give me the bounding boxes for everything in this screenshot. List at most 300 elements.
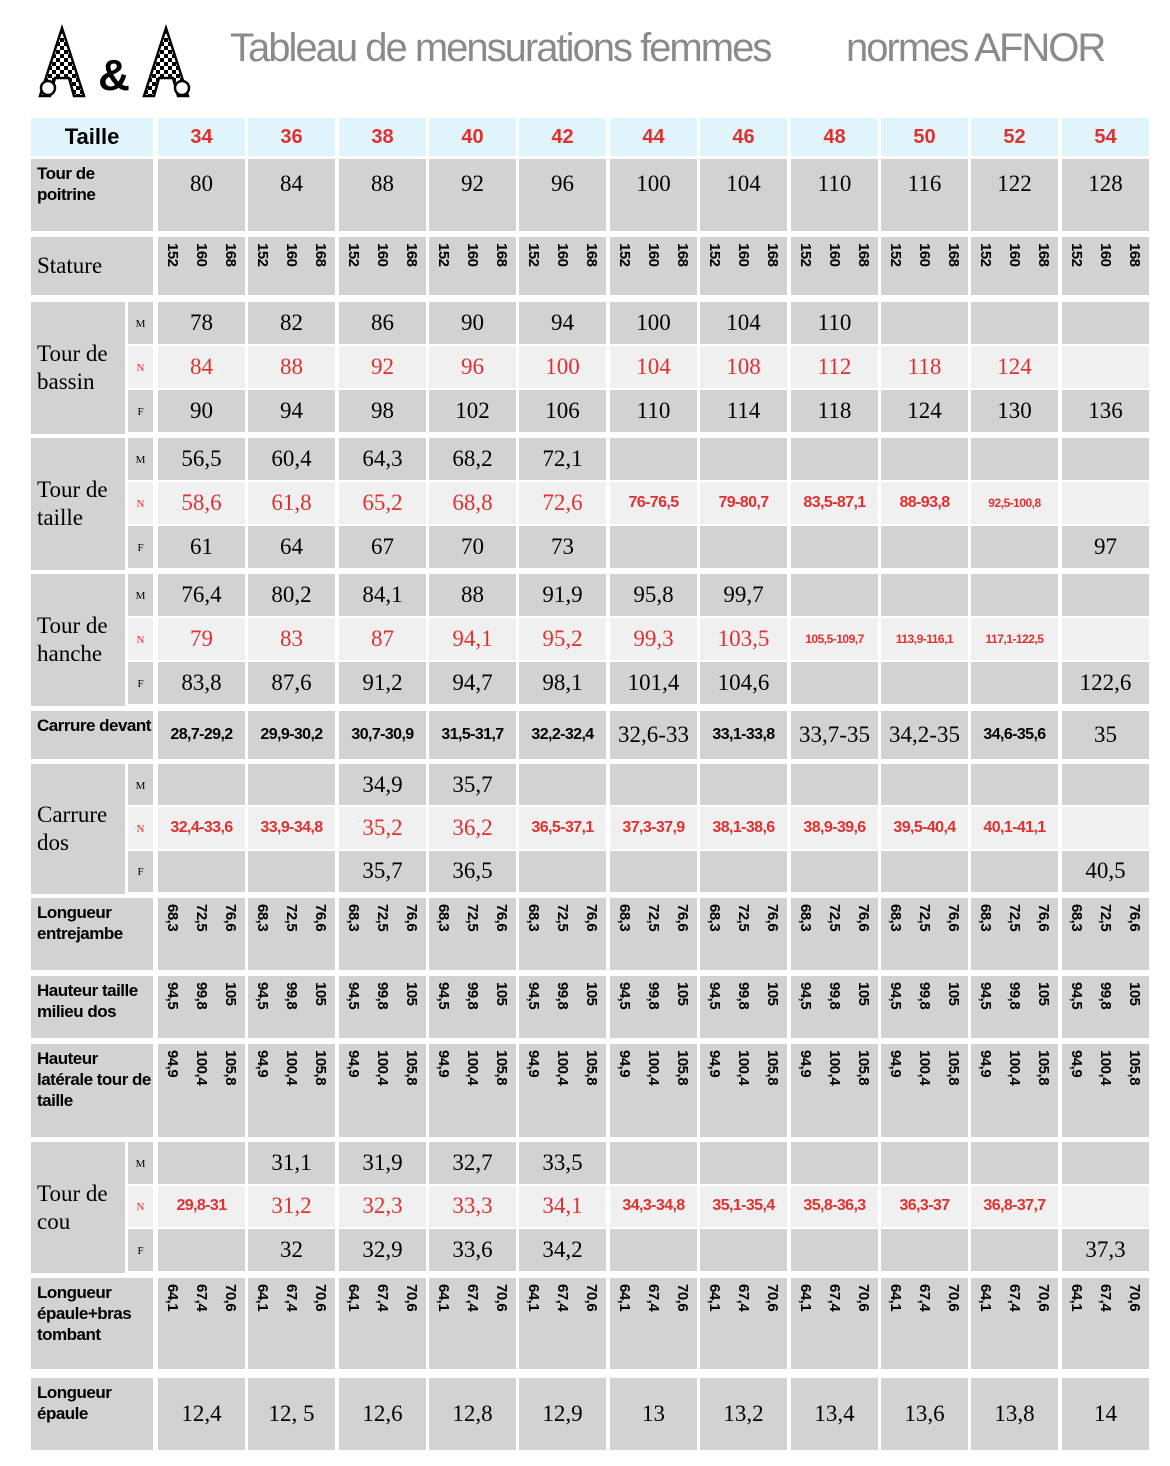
table-cell: 88 bbox=[248, 346, 335, 388]
table-cell: 82 bbox=[248, 302, 335, 344]
stature-group bbox=[519, 1278, 606, 1369]
row-label: Stature bbox=[31, 237, 153, 295]
vertical-value: 67,4 bbox=[735, 1284, 752, 1312]
size-header-44: 44 bbox=[610, 118, 697, 156]
table-cell: 92 bbox=[429, 159, 516, 231]
vertical-value: 68,3 bbox=[164, 904, 181, 932]
vertical-value: 168 bbox=[312, 243, 329, 267]
stature-group bbox=[881, 237, 968, 295]
vertical-value: 94,5 bbox=[525, 982, 542, 1010]
stature-group bbox=[610, 898, 697, 970]
table-cell: 84 bbox=[158, 346, 245, 388]
row-label: Hauteur latérale tour de taille bbox=[31, 1044, 153, 1137]
table-cell: 78 bbox=[158, 302, 245, 344]
table-cell bbox=[881, 526, 968, 568]
table-cell: 100 bbox=[610, 159, 697, 231]
table-cell: 32 bbox=[248, 1229, 335, 1271]
table-cell: 37,3 bbox=[1062, 1229, 1149, 1271]
table-cell: 128 bbox=[1062, 159, 1149, 231]
table-cell bbox=[791, 764, 878, 805]
table-cell: 35,1-35,4 bbox=[700, 1186, 787, 1228]
vertical-value: 100,4 bbox=[645, 1050, 662, 1086]
table-cell: 12, 5 bbox=[248, 1378, 335, 1450]
table-cell: 35,2 bbox=[339, 807, 426, 848]
vertical-value: 105 bbox=[1035, 982, 1052, 1006]
stature-group bbox=[791, 237, 878, 295]
table-cell: 30,7-30,9 bbox=[339, 711, 426, 759]
vertical-value: 94,9 bbox=[977, 1050, 994, 1078]
table-cell: 103,5 bbox=[700, 618, 787, 660]
stature-group bbox=[248, 976, 335, 1038]
vertical-value: 68,3 bbox=[254, 904, 271, 932]
table-cell: 39,5-40,4 bbox=[881, 807, 968, 848]
table-cell: 36,8-37,7 bbox=[971, 1186, 1058, 1228]
vertical-value: 152 bbox=[1068, 243, 1085, 267]
table-cell: 117,1-122,5 bbox=[971, 618, 1058, 660]
table-cell bbox=[610, 438, 697, 480]
vertical-value: 94,5 bbox=[797, 982, 814, 1010]
vertical-value: 76,6 bbox=[493, 904, 510, 932]
table-cell: 72,6 bbox=[519, 482, 606, 524]
table-cell: 35,8-36,3 bbox=[791, 1186, 878, 1228]
table-cell: 32,9 bbox=[339, 1229, 426, 1271]
table-cell: 83,8 bbox=[158, 662, 245, 704]
stature-group bbox=[248, 237, 335, 295]
table-cell: 94 bbox=[519, 302, 606, 344]
table-cell: 83,5-87,1 bbox=[791, 482, 878, 524]
vertical-value: 94,5 bbox=[435, 982, 452, 1010]
table-cell: 64 bbox=[248, 526, 335, 568]
table-cell bbox=[1062, 764, 1149, 805]
table-cell: 96 bbox=[519, 159, 606, 231]
vertical-value: 100,4 bbox=[826, 1050, 843, 1086]
table-cell: 97 bbox=[1062, 526, 1149, 568]
table-cell: 33,3 bbox=[429, 1186, 516, 1228]
stature-group bbox=[700, 237, 787, 295]
vertical-value: 76,6 bbox=[1126, 904, 1143, 932]
table-cell: 65,2 bbox=[339, 482, 426, 524]
vertical-value: 99,8 bbox=[193, 982, 210, 1010]
vertical-value: 94,9 bbox=[164, 1050, 181, 1078]
vertical-value: 94,9 bbox=[616, 1050, 633, 1078]
vertical-value: 160 bbox=[916, 243, 933, 267]
stature-group bbox=[429, 976, 516, 1038]
table-cell: 102 bbox=[429, 390, 516, 432]
table-cell: 40,1-41,1 bbox=[971, 807, 1058, 848]
size-header-label: Taille bbox=[31, 118, 153, 156]
vertical-value: 152 bbox=[345, 243, 362, 267]
sub-row-marker-f: F bbox=[128, 526, 153, 568]
table-cell: 58,6 bbox=[158, 482, 245, 524]
vertical-value: 160 bbox=[645, 243, 662, 267]
table-cell: 87 bbox=[339, 618, 426, 660]
table-cell bbox=[971, 574, 1058, 616]
vertical-value: 94,5 bbox=[977, 982, 994, 1010]
page-subtitle: normes AFNOR bbox=[846, 26, 1105, 70]
vertical-value: 105,8 bbox=[945, 1050, 962, 1086]
table-cell: 28,7-29,2 bbox=[158, 711, 245, 759]
stature-group bbox=[158, 1278, 245, 1369]
vertical-value: 64,1 bbox=[706, 1284, 723, 1312]
stature-group bbox=[158, 898, 245, 970]
table-cell: 36,3-37 bbox=[881, 1186, 968, 1228]
vertical-value: 64,1 bbox=[616, 1284, 633, 1312]
table-cell: 88 bbox=[339, 159, 426, 231]
table-cell: 94,7 bbox=[429, 662, 516, 704]
table-cell bbox=[791, 1229, 878, 1271]
table-cell: 94 bbox=[248, 390, 335, 432]
table-cell: 32,4-33,6 bbox=[158, 807, 245, 848]
stature-group bbox=[519, 237, 606, 295]
table-cell: 80 bbox=[158, 159, 245, 231]
table-cell: 37,3-37,9 bbox=[610, 807, 697, 848]
table-cell: 90 bbox=[429, 302, 516, 344]
size-header-42: 42 bbox=[519, 118, 606, 156]
table-cell bbox=[791, 438, 878, 480]
vertical-value: 64,1 bbox=[435, 1284, 452, 1312]
stature-group bbox=[971, 237, 1058, 295]
table-cell: 33,5 bbox=[519, 1142, 606, 1184]
vertical-value: 70,6 bbox=[764, 1284, 781, 1312]
table-cell: 88-93,8 bbox=[881, 482, 968, 524]
vertical-value: 68,3 bbox=[977, 904, 994, 932]
vertical-value: 68,3 bbox=[345, 904, 362, 932]
vertical-value: 70,6 bbox=[1126, 1284, 1143, 1312]
sub-row-marker-m: M bbox=[128, 1142, 153, 1184]
vertical-value: 152 bbox=[164, 243, 181, 267]
table-cell bbox=[971, 1229, 1058, 1271]
stature-group bbox=[700, 976, 787, 1038]
vertical-value: 68,3 bbox=[797, 904, 814, 932]
stature-group bbox=[1062, 898, 1149, 970]
table-cell: 60,4 bbox=[248, 438, 335, 480]
vertical-value: 105 bbox=[493, 982, 510, 1006]
vertical-value: 67,4 bbox=[554, 1284, 571, 1312]
table-cell bbox=[881, 851, 968, 892]
table-cell: 34,3-34,8 bbox=[610, 1186, 697, 1228]
vertical-value: 76,6 bbox=[222, 904, 239, 932]
vertical-value: 105 bbox=[403, 982, 420, 1006]
vertical-value: 94,9 bbox=[254, 1050, 271, 1078]
table-cell: 31,2 bbox=[248, 1186, 335, 1228]
vertical-value: 72,5 bbox=[1097, 904, 1114, 932]
vertical-value: 105,8 bbox=[764, 1050, 781, 1086]
table-cell: 64,3 bbox=[339, 438, 426, 480]
table-cell: 14 bbox=[1062, 1378, 1149, 1450]
stature-group bbox=[610, 1278, 697, 1369]
vertical-value: 99,8 bbox=[826, 982, 843, 1010]
logo bbox=[36, 22, 192, 100]
table-cell: 13,8 bbox=[971, 1378, 1058, 1450]
vertical-value: 105,8 bbox=[403, 1050, 420, 1086]
vertical-value: 70,6 bbox=[222, 1284, 239, 1312]
vertical-value: 94,9 bbox=[525, 1050, 542, 1078]
vertical-value: 100,4 bbox=[735, 1050, 752, 1086]
vertical-value: 67,4 bbox=[1097, 1284, 1114, 1312]
vertical-value: 68,3 bbox=[525, 904, 542, 932]
table-cell bbox=[1062, 346, 1149, 388]
table-cell bbox=[158, 1229, 245, 1271]
vertical-value: 72,5 bbox=[464, 904, 481, 932]
vertical-value: 64,1 bbox=[345, 1284, 362, 1312]
vertical-value: 68,3 bbox=[616, 904, 633, 932]
table-cell: 35,7 bbox=[429, 764, 516, 805]
vertical-value: 160 bbox=[374, 243, 391, 267]
stature-group bbox=[519, 898, 606, 970]
table-cell bbox=[881, 302, 968, 344]
table-cell bbox=[158, 1142, 245, 1184]
vertical-value: 168 bbox=[583, 243, 600, 267]
vertical-value: 100,4 bbox=[374, 1050, 391, 1086]
table-cell: 96 bbox=[429, 346, 516, 388]
vertical-value: 94,9 bbox=[1068, 1050, 1085, 1078]
vertical-value: 68,3 bbox=[706, 904, 723, 932]
stature-group bbox=[158, 1044, 245, 1137]
table-cell: 13,2 bbox=[700, 1378, 787, 1450]
stature-group bbox=[700, 898, 787, 970]
table-cell: 80,2 bbox=[248, 574, 335, 616]
table-cell: 67 bbox=[339, 526, 426, 568]
vertical-value: 94,5 bbox=[164, 982, 181, 1010]
table-cell: 68,8 bbox=[429, 482, 516, 524]
table-cell bbox=[971, 302, 1058, 344]
table-cell: 84 bbox=[248, 159, 335, 231]
table-cell: 68,2 bbox=[429, 438, 516, 480]
vertical-value: 99,8 bbox=[916, 982, 933, 1010]
size-header-36: 36 bbox=[248, 118, 335, 156]
vertical-value: 67,4 bbox=[374, 1284, 391, 1312]
table-cell: 122,6 bbox=[1062, 662, 1149, 704]
stature-group bbox=[248, 1278, 335, 1369]
table-cell: 34,2-35 bbox=[881, 711, 968, 759]
vertical-value: 160 bbox=[554, 243, 571, 267]
table-cell: 13,4 bbox=[791, 1378, 878, 1450]
vertical-value: 152 bbox=[977, 243, 994, 267]
vertical-value: 152 bbox=[525, 243, 542, 267]
vertical-value: 99,8 bbox=[554, 982, 571, 1010]
vertical-value: 100,4 bbox=[554, 1050, 571, 1086]
vertical-value: 99,8 bbox=[735, 982, 752, 1010]
table-cell: 35 bbox=[1062, 711, 1149, 759]
stature-group bbox=[1062, 1278, 1149, 1369]
table-cell bbox=[791, 574, 878, 616]
table-cell: 90 bbox=[158, 390, 245, 432]
table-cell: 33,1-33,8 bbox=[700, 711, 787, 759]
table-cell: 61 bbox=[158, 526, 245, 568]
stature-group bbox=[429, 898, 516, 970]
vertical-value: 94,5 bbox=[616, 982, 633, 1010]
vertical-value: 72,5 bbox=[735, 904, 752, 932]
row-label: Carrure dos bbox=[31, 764, 125, 894]
table-cell: 100 bbox=[519, 346, 606, 388]
table-cell: 79 bbox=[158, 618, 245, 660]
table-cell: 100 bbox=[610, 302, 697, 344]
stature-group bbox=[248, 898, 335, 970]
table-cell: 31,5-31,7 bbox=[429, 711, 516, 759]
table-cell bbox=[791, 526, 878, 568]
table-cell: 92,5-100,8 bbox=[971, 482, 1058, 524]
stature-group bbox=[429, 1044, 516, 1137]
stature-group bbox=[971, 1278, 1058, 1369]
size-header-40: 40 bbox=[429, 118, 516, 156]
table-cell: 108 bbox=[700, 346, 787, 388]
size-header-34: 34 bbox=[158, 118, 245, 156]
table-cell: 29,9-30,2 bbox=[248, 711, 335, 759]
table-cell: 83 bbox=[248, 618, 335, 660]
vertical-value: 99,8 bbox=[645, 982, 662, 1010]
table-cell: 86 bbox=[339, 302, 426, 344]
vertical-value: 72,5 bbox=[1006, 904, 1023, 932]
table-cell: 130 bbox=[971, 390, 1058, 432]
vertical-value: 99,8 bbox=[464, 982, 481, 1010]
vertical-value: 72,5 bbox=[826, 904, 843, 932]
table-cell bbox=[971, 438, 1058, 480]
table-cell: 79-80,7 bbox=[700, 482, 787, 524]
vertical-value: 76,6 bbox=[674, 904, 691, 932]
table-cell bbox=[248, 851, 335, 892]
vertical-value: 67,4 bbox=[1006, 1284, 1023, 1312]
vertical-value: 105 bbox=[312, 982, 329, 1006]
table-cell: 95,2 bbox=[519, 618, 606, 660]
vertical-value: 64,1 bbox=[1068, 1284, 1085, 1312]
stature-group bbox=[881, 1278, 968, 1369]
stature-group bbox=[791, 1044, 878, 1137]
sub-row-marker-n: N bbox=[128, 807, 153, 848]
vertical-value: 100,4 bbox=[193, 1050, 210, 1086]
table-cell: 112 bbox=[791, 346, 878, 388]
vertical-value: 152 bbox=[616, 243, 633, 267]
table-cell: 32,7 bbox=[429, 1142, 516, 1184]
vertical-value: 168 bbox=[855, 243, 872, 267]
table-cell bbox=[248, 764, 335, 805]
table-cell: 33,9-34,8 bbox=[248, 807, 335, 848]
stature-group bbox=[610, 976, 697, 1038]
vertical-value: 94,5 bbox=[254, 982, 271, 1010]
vertical-value: 105,8 bbox=[855, 1050, 872, 1086]
page-title: Tableau de mensurations femmes bbox=[230, 26, 771, 70]
table-cell bbox=[700, 764, 787, 805]
stature-group bbox=[700, 1278, 787, 1369]
vertical-value: 168 bbox=[764, 243, 781, 267]
vertical-value: 152 bbox=[887, 243, 904, 267]
table-cell: 118 bbox=[881, 346, 968, 388]
table-cell: 76,4 bbox=[158, 574, 245, 616]
table-cell: 99,7 bbox=[700, 574, 787, 616]
table-cell bbox=[1062, 302, 1149, 344]
row-label: Tour de taille bbox=[31, 438, 125, 570]
vertical-value: 94,9 bbox=[345, 1050, 362, 1078]
vertical-value: 76,6 bbox=[403, 904, 420, 932]
stature-group bbox=[519, 976, 606, 1038]
table-cell bbox=[881, 574, 968, 616]
stature-group bbox=[700, 1044, 787, 1137]
row-label: Hauteur taille milieu dos bbox=[31, 976, 153, 1038]
vertical-value: 70,6 bbox=[855, 1284, 872, 1312]
vertical-value: 105,8 bbox=[674, 1050, 691, 1086]
table-cell bbox=[700, 526, 787, 568]
vertical-value: 76,6 bbox=[855, 904, 872, 932]
table-cell bbox=[519, 851, 606, 892]
table-cell bbox=[971, 851, 1058, 892]
row-label: Longueur épaule+bras tombant bbox=[31, 1278, 153, 1369]
size-header-48: 48 bbox=[791, 118, 878, 156]
vertical-value: 70,6 bbox=[583, 1284, 600, 1312]
table-cell: 12,9 bbox=[519, 1378, 606, 1450]
table-cell bbox=[791, 1142, 878, 1184]
table-cell bbox=[700, 851, 787, 892]
stature-group bbox=[1062, 237, 1149, 295]
vertical-value: 168 bbox=[493, 243, 510, 267]
stature-group bbox=[791, 976, 878, 1038]
table-cell bbox=[1062, 618, 1149, 660]
table-cell bbox=[1062, 1186, 1149, 1228]
table-cell: 36,5 bbox=[429, 851, 516, 892]
vertical-value: 105 bbox=[1126, 982, 1143, 1006]
table-cell bbox=[791, 851, 878, 892]
table-cell bbox=[881, 1142, 968, 1184]
vertical-value: 105 bbox=[764, 982, 781, 1006]
table-cell: 73 bbox=[519, 526, 606, 568]
vertical-value: 72,5 bbox=[283, 904, 300, 932]
table-cell: 104,6 bbox=[700, 662, 787, 704]
vertical-value: 64,1 bbox=[254, 1284, 271, 1312]
table-cell bbox=[971, 662, 1058, 704]
table-cell bbox=[1062, 574, 1149, 616]
stature-group bbox=[519, 1044, 606, 1137]
table-cell bbox=[971, 764, 1058, 805]
table-cell: 88 bbox=[429, 574, 516, 616]
vertical-value: 152 bbox=[435, 243, 452, 267]
table-cell: 32,6-33 bbox=[610, 711, 697, 759]
header bbox=[0, 0, 1170, 112]
table-cell: 76-76,5 bbox=[610, 482, 697, 524]
table-cell: 32,2-32,4 bbox=[519, 711, 606, 759]
table-cell bbox=[158, 764, 245, 805]
table-cell bbox=[1062, 438, 1149, 480]
vertical-value: 72,5 bbox=[193, 904, 210, 932]
size-header-52: 52 bbox=[971, 118, 1058, 156]
table-cell: 56,5 bbox=[158, 438, 245, 480]
sub-row-marker-m: M bbox=[128, 764, 153, 805]
table-cell bbox=[881, 438, 968, 480]
table-cell: 104 bbox=[700, 302, 787, 344]
table-cell: 40,5 bbox=[1062, 851, 1149, 892]
vertical-value: 64,1 bbox=[887, 1284, 904, 1312]
table-cell: 92 bbox=[339, 346, 426, 388]
vertical-value: 105 bbox=[674, 982, 691, 1006]
table-cell bbox=[881, 662, 968, 704]
table-cell: 105,5-109,7 bbox=[791, 618, 878, 660]
vertical-value: 70,6 bbox=[1035, 1284, 1052, 1312]
table-cell: 110 bbox=[791, 159, 878, 231]
stature-group bbox=[339, 1044, 426, 1137]
table-cell: 12,4 bbox=[158, 1378, 245, 1450]
stature-group bbox=[971, 898, 1058, 970]
table-cell: 110 bbox=[791, 302, 878, 344]
table-cell: 110 bbox=[610, 390, 697, 432]
stature-group bbox=[791, 1278, 878, 1369]
table-cell: 33,7-35 bbox=[791, 711, 878, 759]
table-cell: 95,8 bbox=[610, 574, 697, 616]
vertical-value: 160 bbox=[283, 243, 300, 267]
vertical-value: 160 bbox=[735, 243, 752, 267]
vertical-value: 70,6 bbox=[312, 1284, 329, 1312]
vertical-value: 94,5 bbox=[887, 982, 904, 1010]
vertical-value: 152 bbox=[797, 243, 814, 267]
table-cell: 34,1 bbox=[519, 1186, 606, 1228]
sub-row-marker-f: F bbox=[128, 390, 153, 432]
table-cell bbox=[881, 764, 968, 805]
